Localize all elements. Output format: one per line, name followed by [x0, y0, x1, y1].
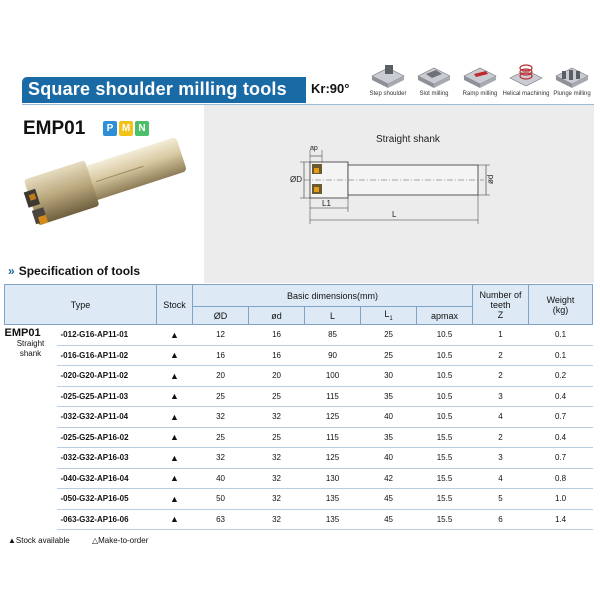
group-cell	[5, 325, 57, 530]
cell-weight: 1.0	[529, 489, 593, 510]
cell-stock: ▲	[157, 509, 193, 530]
col-d-shank: ød	[249, 307, 305, 325]
ramp-milling-icon	[460, 62, 500, 90]
cell-l1: 45	[361, 509, 417, 530]
col-d-outer: ØD	[193, 307, 249, 325]
cell-teeth: 4	[473, 407, 529, 428]
cell-l: 85	[305, 325, 361, 346]
cell-stock: ▲	[157, 489, 193, 510]
slot-milling-icon	[414, 62, 454, 90]
cell-apmax: 15.5	[417, 489, 473, 510]
cell-d-shank: 25	[249, 427, 305, 448]
cell-stock: ▲	[157, 345, 193, 366]
cell-d-outer: 63	[193, 509, 249, 530]
stock-legend	[8, 536, 148, 545]
step-shoulder-icon	[368, 62, 408, 90]
cell-code: -020-G20-AP11-02	[57, 366, 157, 387]
cell-apmax: 15.5	[417, 448, 473, 469]
material-badge-m: M	[119, 121, 133, 136]
cell-apmax: 15.5	[417, 427, 473, 448]
cell-apmax: 15.5	[417, 468, 473, 489]
cell-code: -032-G32-AP16-03	[57, 448, 157, 469]
cell-code: -025-G25-AP11-03	[57, 386, 157, 407]
group-shank: Straight shank	[16, 339, 45, 358]
cell-teeth: 5	[473, 489, 529, 510]
cell-l1: 40	[361, 407, 417, 428]
cell-d-shank: 25	[249, 386, 305, 407]
cell-l: 130	[305, 468, 361, 489]
cell-stock: ▲	[157, 427, 193, 448]
d-outer-label: ØD	[290, 175, 302, 184]
cell-d-outer: 32	[193, 448, 249, 469]
cell-l: 90	[305, 345, 361, 366]
cell-code: -032-G32-AP11-04	[57, 407, 157, 428]
material-badge-n: N	[135, 121, 149, 136]
table-row	[5, 489, 593, 510]
cell-weight: 1.4	[529, 509, 593, 530]
table-row	[5, 448, 593, 469]
table-row	[5, 345, 593, 366]
cell-code: -012-G16-AP11-01	[57, 325, 157, 346]
model-name: EMP01	[23, 118, 86, 139]
operation-slot-milling: Slot milling	[410, 62, 458, 97]
cell-d-shank: 32	[249, 489, 305, 510]
cell-stock: ▲	[157, 366, 193, 387]
cell-apmax: 10.5	[417, 407, 473, 428]
cell-l1: 45	[361, 489, 417, 510]
cell-teeth: 2	[473, 427, 529, 448]
cell-weight: 0.2	[529, 366, 593, 387]
cell-l: 135	[305, 509, 361, 530]
cell-d-outer: 16	[193, 345, 249, 366]
col-stock: Stock	[157, 285, 193, 325]
cell-l: 125	[305, 407, 361, 428]
cell-l: 115	[305, 427, 361, 448]
table-row	[5, 366, 593, 387]
operation-helical-machining: Helical machining	[502, 62, 550, 97]
cell-weight: 0.8	[529, 468, 593, 489]
operation-ramp-milling: Ramp milling	[456, 62, 504, 97]
cell-d-shank: 20	[249, 366, 305, 387]
cell-weight: 0.4	[529, 427, 593, 448]
cell-l1: 35	[361, 427, 417, 448]
operation-step-shoulder: Step shoulder	[364, 62, 412, 97]
cell-apmax: 15.5	[417, 509, 473, 530]
cell-teeth: 3	[473, 386, 529, 407]
cell-teeth: 1	[473, 325, 529, 346]
cell-d-outer: 12	[193, 325, 249, 346]
cell-l: 100	[305, 366, 361, 387]
cell-d-outer: 20	[193, 366, 249, 387]
material-badge-p: P	[103, 121, 117, 136]
l1-label: L1	[322, 199, 331, 208]
cell-d-outer: 25	[193, 386, 249, 407]
helical-machining-icon	[506, 62, 546, 90]
cell-teeth: 3	[473, 448, 529, 469]
cell-d-outer: 25	[193, 427, 249, 448]
cell-d-shank: 32	[249, 407, 305, 428]
cell-d-outer: 32	[193, 407, 249, 428]
d-shank-label: ød	[486, 174, 495, 184]
cell-l1: 25	[361, 345, 417, 366]
cell-code: -025-G25-AP16-02	[57, 427, 157, 448]
cell-l1: 25	[361, 325, 417, 346]
cell-stock: ▲	[157, 468, 193, 489]
cell-l: 125	[305, 448, 361, 469]
page-title: Square shoulder milling tools	[28, 79, 287, 99]
cell-d-shank: 32	[249, 448, 305, 469]
cell-l1: 42	[361, 468, 417, 489]
cell-weight: 0.7	[529, 448, 593, 469]
cell-apmax: 10.5	[417, 325, 473, 346]
col-weight: Weight (kg)	[529, 285, 593, 325]
col-basic-dimensions: Basic dimensions(mm)	[193, 285, 473, 307]
cell-teeth: 2	[473, 366, 529, 387]
cell-teeth: 6	[473, 509, 529, 530]
technical-drawing	[204, 140, 594, 270]
cell-d-shank: 32	[249, 509, 305, 530]
col-teeth: Number of teeth Z	[473, 285, 529, 325]
cell-code: -063-G32-AP16-06	[57, 509, 157, 530]
operations-strip	[364, 62, 596, 104]
l-label: L	[392, 210, 397, 219]
double-chevron-icon: »	[8, 264, 15, 278]
cell-teeth: 2	[473, 345, 529, 366]
spec-table	[4, 284, 593, 530]
col-apmax: apmax	[417, 307, 473, 325]
cell-code: -050-G32-AP16-05	[57, 489, 157, 510]
cell-stock: ▲	[157, 386, 193, 407]
col-type: Type	[5, 285, 157, 325]
group-model: EMP01	[4, 327, 41, 339]
ap-label: ap	[310, 145, 318, 152]
spec-heading: » Specification of tools	[8, 264, 141, 278]
legend-stock-available: ▲Stock available	[8, 536, 70, 545]
cell-d-shank: 32	[249, 468, 305, 489]
cell-stock: ▲	[157, 325, 193, 346]
cell-apmax: 10.5	[417, 366, 473, 387]
cell-l: 135	[305, 489, 361, 510]
table-row	[5, 468, 593, 489]
cell-d-outer: 50	[193, 489, 249, 510]
legend-make-to-order: △Make-to-order	[91, 536, 149, 545]
drawing-title: Straight shank	[376, 134, 440, 145]
cell-weight: 0.1	[529, 325, 593, 346]
cell-weight: 0.7	[529, 407, 593, 428]
table-row	[5, 386, 593, 407]
cell-apmax: 10.5	[417, 345, 473, 366]
cell-l1: 35	[361, 386, 417, 407]
cell-code: -040-G32-AP16-04	[57, 468, 157, 489]
cell-l: 115	[305, 386, 361, 407]
operation-plunge-milling: Plunge milling	[548, 62, 596, 97]
cell-stock: ▲	[157, 448, 193, 469]
table-row	[5, 427, 593, 448]
cell-d-outer: 40	[193, 468, 249, 489]
kr-angle: Kr:90°	[311, 81, 350, 96]
table-row	[5, 509, 593, 530]
cell-teeth: 4	[473, 468, 529, 489]
cell-l1: 40	[361, 448, 417, 469]
col-l1: $L_1$	[361, 307, 417, 325]
cell-apmax: 10.5	[417, 386, 473, 407]
cell-weight: 0.4	[529, 386, 593, 407]
table-row	[5, 325, 593, 346]
cell-stock: ▲	[157, 407, 193, 428]
plunge-milling-icon	[552, 62, 592, 90]
section-header	[22, 77, 306, 103]
col-l: L	[305, 307, 361, 325]
cell-l1: 30	[361, 366, 417, 387]
cell-code: -016-G16-AP11-02	[57, 345, 157, 366]
table-row	[5, 407, 593, 428]
cell-weight: 0.1	[529, 345, 593, 366]
cell-d-shank: 16	[249, 325, 305, 346]
cell-d-shank: 16	[249, 345, 305, 366]
